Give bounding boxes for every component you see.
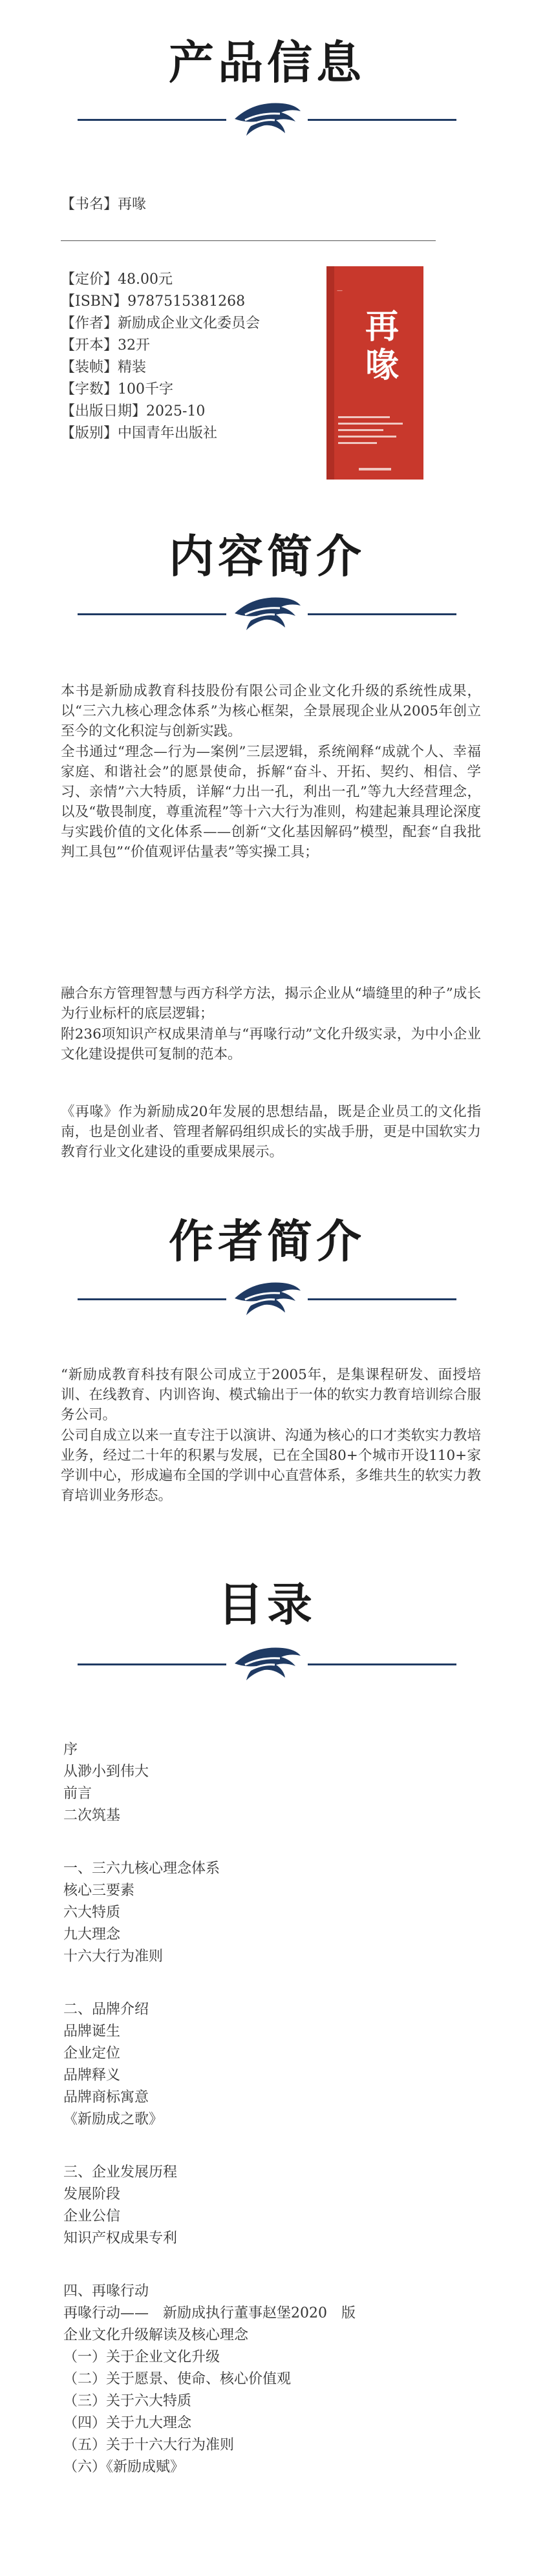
section-divider (78, 97, 456, 142)
section-title-toc: 目录 (218, 1578, 316, 1631)
toc-item[interactable]: 从渺小到伟大 (63, 1764, 149, 1780)
format-row: 【开本】32开 (61, 337, 150, 354)
toc-chapter[interactable]: 一、三六九核心理念体系 (63, 1861, 220, 1877)
book-cover-image (326, 266, 423, 480)
section-title-author: 作者简介 (169, 1215, 365, 1268)
date-row: 【出版日期】2025-10 (61, 403, 206, 419)
section-title-intro: 内容简介 (169, 530, 365, 583)
toc-item[interactable]: 品牌商标寓意 (63, 2089, 149, 2106)
toc-item[interactable]: （三）关于六大特质 (63, 2393, 192, 2409)
eagle-emblem-icon (228, 591, 306, 637)
eagle-emblem-icon (228, 97, 306, 142)
cover-title-1: 再 (365, 307, 400, 346)
toc-item[interactable]: （六）《新励成赋》 (63, 2459, 185, 2475)
author-row: 【作者】新励成企业文化委员会 (61, 315, 261, 332)
words-row: 【字数】100千字 (61, 381, 173, 397)
toc-item[interactable]: 十六大行为准则 (63, 1948, 164, 1965)
intro-paragraph-4: 附236项知识产权成果清单与“再喙行动”文化升级实录，为中小企业文化建设提供可复制的范本。 (61, 1026, 481, 1062)
book-title-row: 【书名】再喙 (61, 196, 147, 213)
price-row: 【定价】48.00元 (61, 271, 173, 288)
toc-item[interactable]: 二次筑基 (63, 1808, 121, 1824)
toc-item[interactable]: （五）关于十六大行为准则 (63, 2437, 235, 2453)
toc-item[interactable]: （一）关于企业文化升级 (63, 2349, 220, 2365)
toc-item[interactable]: 序 (63, 1742, 78, 1758)
toc-item[interactable]: 品牌诞生 (63, 2023, 121, 2040)
eagle-emblem-icon (228, 1276, 306, 1322)
section-title-product: 产品信息 (169, 36, 365, 89)
toc-chapter[interactable]: 二、品牌介绍 (63, 2001, 149, 2018)
section-divider (78, 1276, 456, 1322)
intro-paragraph-5: 《再喙》作为新励成20年发展的思想结晶，既是企业员工的文化指南，也是创业者、管理者解码组织成长的实战手册，更是中国软实力教育行业文化建设的重要成果展示。 (61, 1104, 481, 1160)
toc-item[interactable]: 发展阶段 (63, 2186, 121, 2202)
intro-paragraph-1: 本书是新励成教育科技股份有限公司企业文化升级的系统性成果，以“三六九核心理念体系”为核心框架，全景展现企业从2005年创立至今的文化积淀与创新实践。 (61, 683, 481, 739)
toc-item[interactable]: 企业公信 (63, 2208, 121, 2224)
toc-item[interactable]: 《新励成之歌》 (63, 2111, 164, 2127)
svg-text:—: — (337, 288, 343, 294)
toc-item[interactable]: （二）关于愿景、使命、核心价值观 (63, 2371, 292, 2387)
toc-chapter[interactable]: 四、再喙行动 (63, 2283, 149, 2299)
section-divider (78, 1642, 456, 1687)
section-divider (78, 591, 456, 637)
publisher-row: 【版别】中国青年出版社 (61, 425, 218, 441)
cover-title-2: 喙 (365, 346, 400, 385)
toc-item[interactable]: 六大特质 (63, 1905, 121, 1921)
isbn-row: 【ISBN】9787515381268 (61, 293, 246, 310)
toc-item[interactable]: 前言 (63, 1786, 92, 1802)
intro-paragraph-2: 全书通过“理念—行为—案例”三层逻辑，系统阐释“成就个人、幸福家庭、和谐社会”的愿景使命，拆解“奋斗、开拓、契约、相信、学习、亲情”六大特质，详解“力出一孔，利出一孔”等九大经营理念，以及“敬畏制度，尊重流程”等十六大行为准则，构建起兼具理论深度与实践价值的文化体系——创新“文化基因解码”模型，配套“自我批判工具包”“价值观评估量表”等实操工具； (61, 744, 481, 860)
author-paragraph-2: 公司自成立以来一直专注于以演讲、沟通为核心的口才类软实力教培业务，经过二十年的积累与发展，已在全国80+个城市开设110+家学训中心，形成遍布全国的学训中心直营体系，多维共生的软实力教育培训业务形态。 (61, 1428, 481, 1504)
toc-item[interactable]: 再喙行动—— 新励成执行董事赵堡2020 版 (63, 2305, 356, 2321)
toc-chapter[interactable]: 三、企业发展历程 (63, 2164, 178, 2180)
toc-item[interactable]: 企业文化升级解读及核心理念 (63, 2327, 249, 2343)
toc-item[interactable]: 知识产权成果专利 (63, 2230, 178, 2246)
author-paragraph-1: “新励成教育科技有限公司成立于2005年，是集课程研发、面授培训、在线教育、内训咨询、模式输出于一体的软实力教育培训综合服务公司。 (61, 1367, 481, 1423)
toc-item[interactable]: （四）关于九大理念 (63, 2415, 192, 2431)
intro-paragraph-3: 融合东方管理智慧与西方科学方法，揭示企业从“墙缝里的种子”成长为行业标杆的底层逻辑； (61, 986, 481, 1022)
meta-divider (61, 240, 436, 241)
toc-item[interactable]: 九大理念 (63, 1927, 121, 1943)
toc-item[interactable]: 核心三要素 (63, 1883, 135, 1899)
toc-item[interactable]: 品牌释义 (63, 2067, 121, 2084)
binding-row: 【装帧】精装 (61, 359, 147, 375)
toc-item[interactable]: 企业定位 (63, 2045, 121, 2062)
eagle-emblem-icon (228, 1642, 306, 1687)
